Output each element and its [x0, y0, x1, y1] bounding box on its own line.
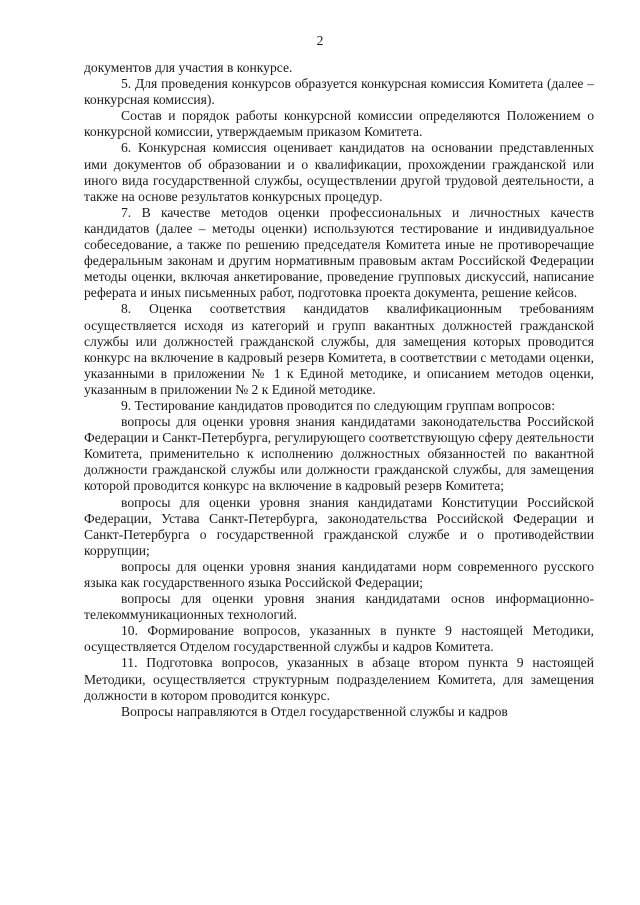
- paragraph-8: вопросы для оценки уровня знания кандидатами законодательства Российской Федерации и Санкт-Петербурга, регулирующего соответствующую сферу деятельности Комитета, применительно к исполнению должностных обязанностей по вакантной должности гражданской службы или должности гражданской службы, для замещения которой проводится конкурс на включение в кадровый резерв Комитета;: [84, 414, 594, 494]
- paragraph-9: вопросы для оценки уровня знания кандидатами Конституции Российской Федерации, Устава Санкт-Петербурга, законодательства Российской Федерации и Санкт-Петербурга о государственной гражданской службе и о противодействии коррупции;: [84, 494, 594, 558]
- paragraph-3: Состав и порядок работы конкурсной комиссии определяются Положением о конкурсной комиссии, утверждаемым приказом Комитета.: [84, 108, 594, 140]
- paragraph-5: 7. В качестве методов оценки профессиональных и личностных качеств кандидатов (далее – методы оценки) используются тестирование и индивидуальное собеседование, а также по решению председателя Комитета иные не противоречащие федеральным законам и другим нормативным правовым актам Российской Федерации методы оценки, включая анкетирование, проведение групповых дискуссий, написание реферата и иных письменных работ, подготовка проекта документа, решение кейсов.: [84, 204, 594, 301]
- paragraph-10: вопросы для оценки уровня знания кандидатами норм современного русского языка как государственного языка Российской Федерации;: [84, 558, 594, 590]
- paragraph-12: 10. Формирование вопросов, указанных в пункте 9 настоящей Методики, осуществляется Отделом государственной службы и кадров Комитета.: [84, 623, 594, 655]
- paragraph-13: 11. Подготовка вопросов, указанных в абзаце втором пункта 9 настоящей Методики, осуществляется структурным подразделением Комитета, для замещения должности в котором проводится конкурс.: [84, 655, 594, 703]
- paragraph-1: документов для участия в конкурсе.: [84, 60, 293, 75]
- paragraph-6: 8. Оценка соответствия кандидатов квалификационным требованиям осуществляется исходя из категорий и групп вакантных должностей гражданской службы или должностей гражданской службы, для замещения которых проводится конкурс на включение в кадровый резерв Комитета, в соответствии с методами оценки, указанными в приложении № 1 к Единой методике, и описанием методов оценки, указанным в приложении № 2 к Единой методике.: [84, 301, 594, 397]
- paragraph-2: 5. Для проведения конкурсов образуется конкурсная комиссия Комитета (далее – конкурсная комиссия).: [84, 76, 594, 108]
- paragraph-7: 9. Тестирование кандидатов проводится по следующим группам вопросов:: [121, 397, 555, 413]
- paragraph-14: Вопросы направляются в Отдел государственной службы и кадров: [121, 703, 508, 719]
- document-body: [84, 60, 594, 720]
- paragraph-11: вопросы для оценки уровня знания кандидатами основ информационно-телекоммуникационных технологий.: [84, 591, 594, 623]
- page-number: 2: [316, 33, 324, 48]
- paragraph-4: 6. Конкурсная комиссия оценивает кандидатов на основании представленных ими документов об образовании и о квалификации, прохождении гражданской или иного вида государственной службы, осуществлении другой трудовой деятельности, а также на основе результатов конкурсных процедур.: [84, 140, 594, 204]
